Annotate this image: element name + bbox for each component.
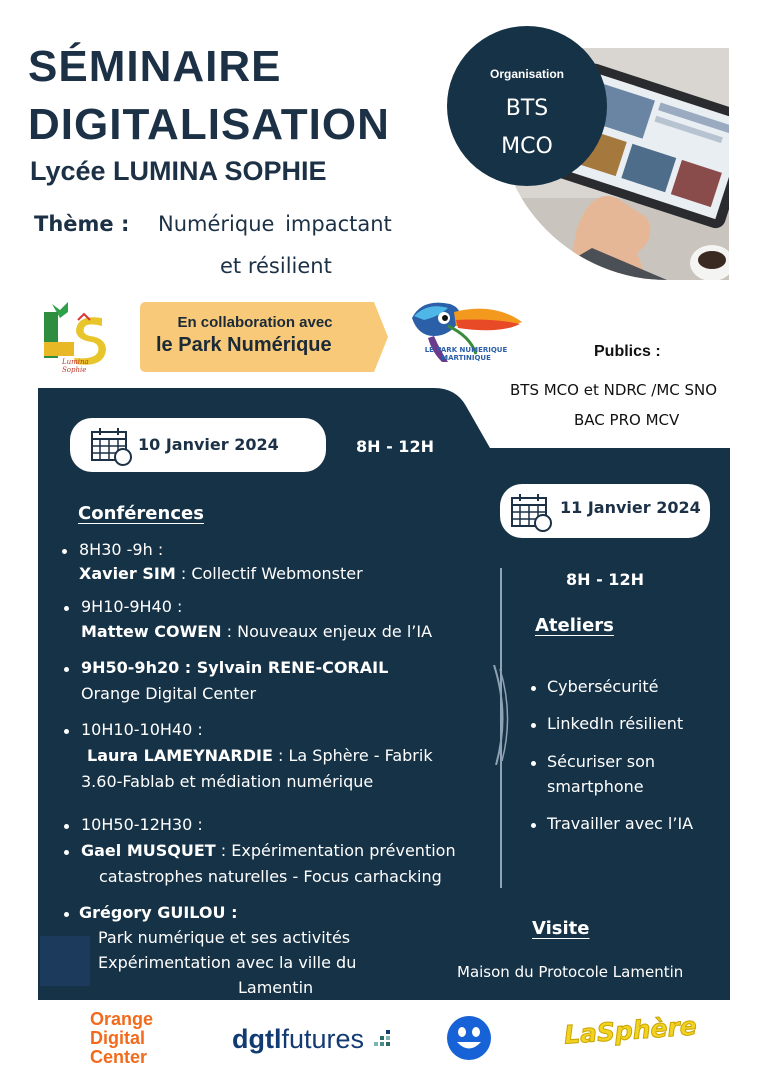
odc-line-2: Digital <box>90 1028 146 1048</box>
publics-label: Publics : <box>594 343 661 360</box>
badge-line-2: MCO <box>501 134 553 159</box>
dgtl-dots-icon <box>374 1030 394 1050</box>
publics-line-2: BAC PRO MCV <box>574 411 680 429</box>
orange-digital-center-logo <box>90 1010 153 1067</box>
badge-line-1: BTS <box>505 96 549 121</box>
park-logo-text: LE PARK NUMERIQUE MARTINIQUE <box>424 346 508 362</box>
bullet <box>531 823 536 828</box>
dgtl-light: futures <box>281 1024 365 1054</box>
bullet <box>531 686 536 691</box>
atelier-3: Sécuriser son <box>547 752 656 771</box>
collaboration-banner <box>140 302 388 372</box>
conf-7-desc2: Expérimentation avec la ville du <box>98 953 357 972</box>
bullet <box>64 606 69 611</box>
atelier-4: Travailler avec l’IA <box>547 814 694 833</box>
atelier-1: Cybersécurité <box>547 677 659 696</box>
smiley-logo-icon <box>446 1015 492 1061</box>
conf-2-desc: : Nouveaux enjeux de l’IA <box>221 622 433 641</box>
day1-hours: 8H - 12H <box>356 437 434 456</box>
publics-line-1: BTS MCO et NDRC /MC SNO <box>510 381 718 399</box>
title-line-1: SÉMINAIRE <box>28 42 282 91</box>
collab-line-2: le Park Numérique <box>156 334 332 356</box>
park-numerique-logo <box>404 296 528 374</box>
odc-line-3: Center <box>90 1047 148 1067</box>
calendar-icon <box>510 492 554 532</box>
collab-line-1: En collaboration avec <box>177 314 333 331</box>
conf-4-line <box>87 746 433 765</box>
conf-7-desc: Park numérique et ses activités <box>98 928 351 947</box>
conf-4-name: Laura LAMEYNARDIE <box>87 746 273 765</box>
lumina-logo-text: Lumina Sophie <box>62 358 89 374</box>
bullet <box>64 850 69 855</box>
conf-4-time: 10H10-10H40 : <box>81 720 203 739</box>
conf-6-line <box>81 841 456 860</box>
day1-date: 10 Janvier 2024 <box>138 435 279 454</box>
title-line-2: DIGITALISATION <box>28 100 390 149</box>
theme-line-2: et résilient <box>220 254 332 278</box>
odc-line-1: Orange <box>90 1009 154 1029</box>
atelier-2: LinkedIn résilient <box>547 714 684 733</box>
dgtl-bold: dgtl <box>232 1024 282 1054</box>
conf-3-time: 9H50-9h20 : Sylvain RENE-CORAIL <box>81 658 389 677</box>
lumina-sophie-logo <box>38 298 110 374</box>
conf-6-name: Gael MUSQUET <box>81 841 216 860</box>
day2-date-pill <box>500 484 710 538</box>
lasphere-logo: LaSphère <box>563 1011 698 1050</box>
decorative-square <box>40 936 90 986</box>
bullet <box>531 761 536 766</box>
dgtl-futures-logo <box>232 1024 364 1055</box>
theme-line-1: Numérique impactant <box>158 212 392 236</box>
bullet <box>62 549 67 554</box>
conf-1-name: Xavier SIM <box>79 564 176 583</box>
bullet <box>64 729 69 734</box>
bullet <box>64 824 69 829</box>
theme-label: Thème : <box>34 212 130 236</box>
conf-1-time: 8H30 -9h : <box>79 540 164 559</box>
conf-4-desc2: 3.60-Fablab et médiation numérique <box>81 772 374 791</box>
atelier-3b: smartphone <box>547 777 644 796</box>
conf-2-time: 9H10-9H40 : <box>81 597 183 616</box>
conf-7-desc3: Lamentin <box>238 978 314 997</box>
conf-5-time: 10H50-12H30 : <box>81 815 203 834</box>
conf-7-name: Grégory GUILOU : <box>79 903 238 922</box>
conf-1-line <box>79 564 363 583</box>
calendar-icon <box>90 426 134 466</box>
ateliers-heading: Ateliers <box>535 615 614 636</box>
visite-place: Maison du Protocole Lamentin <box>457 963 684 981</box>
badge-label: Organisation <box>489 67 564 81</box>
bullet <box>531 723 536 728</box>
conf-3-desc: Orange Digital Center <box>81 684 257 703</box>
day2-hours: 8H - 12H <box>566 570 644 589</box>
organisation-badge <box>447 26 607 186</box>
conf-2-line <box>81 622 432 641</box>
conf-4-desc: : La Sphère - Fabrik <box>272 746 433 765</box>
conf-2-name: Mattew COWEN <box>81 622 222 641</box>
bullet <box>64 667 69 672</box>
bullet <box>64 912 69 917</box>
divider-curve <box>488 665 514 765</box>
day2-date: 11 Janvier 2024 <box>560 498 701 517</box>
conf-1-desc: : Collectif Webmonster <box>175 564 363 583</box>
conferences-heading: Conférences <box>78 503 204 524</box>
conf-6-desc2: catastrophes naturelles - Focus carhacking <box>99 867 442 886</box>
school-name: Lycée LUMINA SOPHIE <box>30 156 327 186</box>
day1-date-pill <box>70 418 326 472</box>
conf-6-desc: : Expérimentation prévention <box>215 841 456 860</box>
visite-heading: Visite <box>532 918 590 939</box>
